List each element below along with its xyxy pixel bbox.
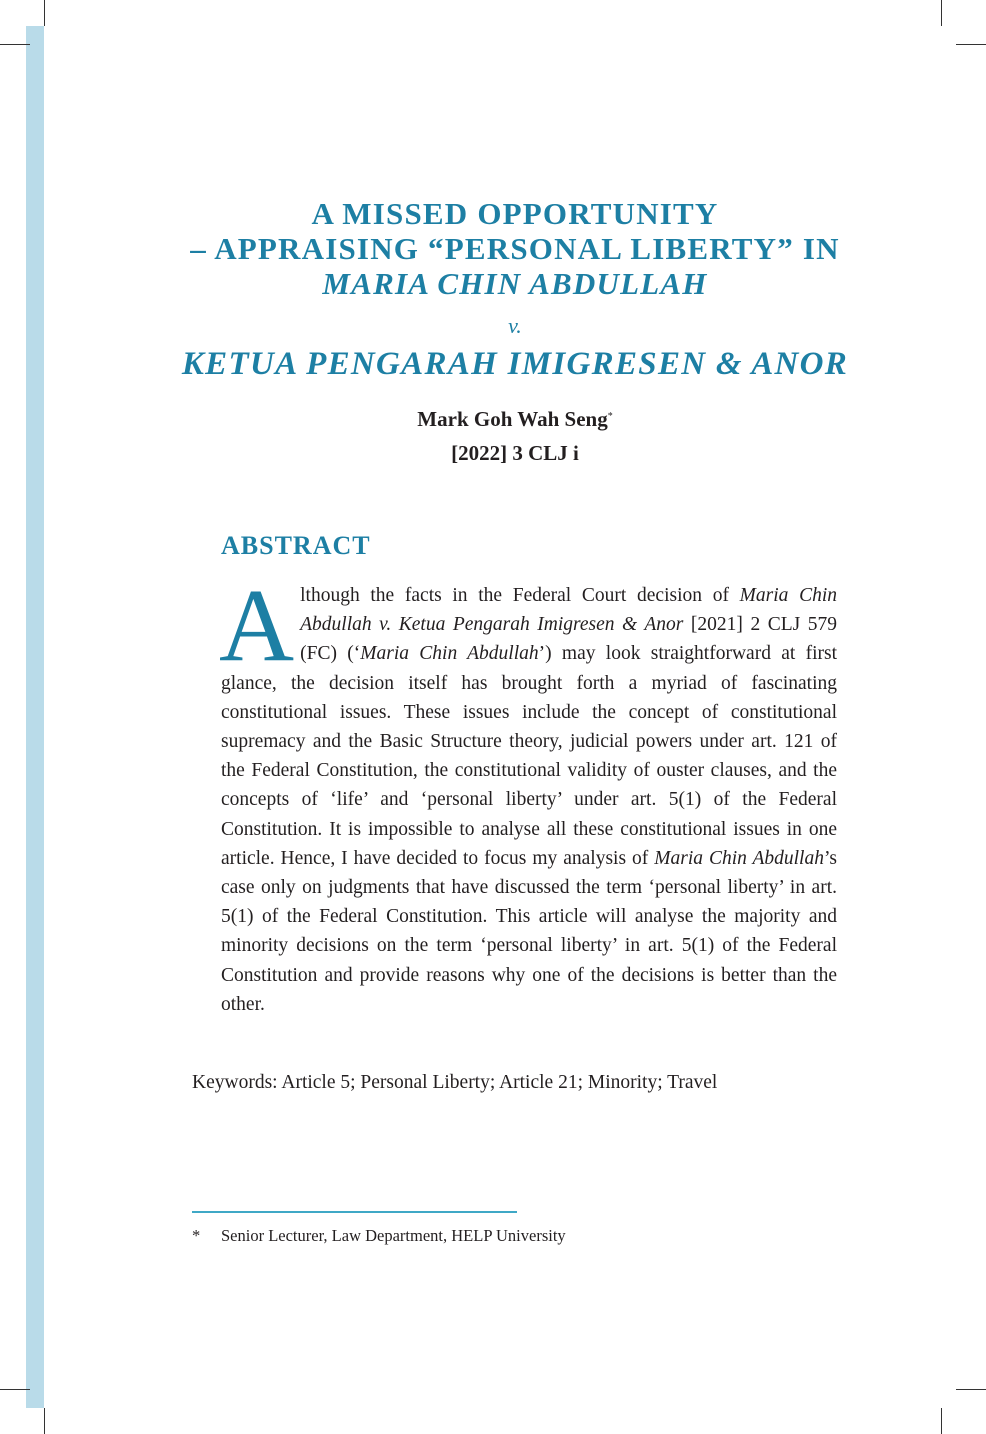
abstract-text-3: ’) may look straightforward at first glance, the decision itself has brought forth a myriad of fascinating constitutional issues. These issues include the concept of constitutional supremacy and the Basic Structure theory, judicial powers under art. 121 of the Federal Constitution, the constitutional validity of ouster clauses, and the concepts of ‘life’ and ‘personal liberty’ under art. 5(1) of the Federal Constitution. It is impossible to analyse all these constitutional issues in one article. Hence, I have decided to focus my analysis of [221, 643, 838, 869]
footnote-rule [192, 1211, 517, 1213]
abstract-heading: ABSTRACT [221, 531, 371, 560]
abstract-text-1: lthough the facts in the Federal Court decision of [300, 585, 740, 606]
title-line-3: MARIA CHIN ABDULLAH [322, 266, 708, 301]
crop-mark-top-right-h [956, 44, 986, 45]
abstract-text-2: [2021] 2 CLJ 579 (FC) (‘ [300, 614, 837, 665]
crop-mark-bottom-left-h [0, 1389, 30, 1390]
case-name-short: Maria Chin Abdullah [360, 643, 539, 665]
drop-cap: A [219, 568, 295, 683]
crop-mark-top-left-h [0, 44, 30, 45]
crop-mark-bottom-right-h [956, 1389, 986, 1390]
title-line-4: KETUA PENGARAH IMIGRESEN & ANOR [181, 346, 849, 382]
crop-mark-top-right [941, 0, 942, 26]
author-block [150, 402, 880, 470]
case-name-full: Maria Chin Abdullah v. Ketua Pengarah Imigresen & Anor [300, 585, 837, 636]
author-name: Mark Goh Wah Seng [417, 407, 608, 431]
left-margin-bar [26, 26, 44, 1408]
footnote-text: Senior Lecturer, Law Department, HELP University [221, 1226, 566, 1245]
case-name-short-2: Maria Chin Abdullah [654, 847, 824, 869]
crop-mark-bottom-right [941, 1408, 942, 1434]
citation: [2022] 3 CLJ i [451, 441, 579, 465]
keywords: Keywords: Article 5; Personal Liberty; Article 21; Minority; Travel [192, 1072, 718, 1093]
abstract-text-4: ’s case only on judgments that have discussed the term ‘personal liberty’ in art. 5(1) of the Federal Constitution. This article will analyse the majority and minority decisions on the term ‘personal liberty’ in art. 5(1) of the Federal Constitution and provide reasons why one of the decisions is better than the other. [221, 847, 837, 1015]
author-footnote-mark[interactable]: * [607, 411, 613, 422]
abstract-body [219, 568, 838, 1019]
crop-mark-bottom-left [44, 1408, 45, 1434]
footnote-mark: * [192, 1226, 201, 1245]
footnote [192, 1224, 566, 1248]
crop-mark-top-left [44, 0, 45, 26]
title-versus: v. [508, 313, 522, 338]
article-title [150, 196, 880, 383]
title-line-1: A MISSED OPPORTUNITY [311, 196, 719, 231]
title-line-2: – APPRAISING “PERSONAL LIBERTY” IN [190, 231, 840, 266]
